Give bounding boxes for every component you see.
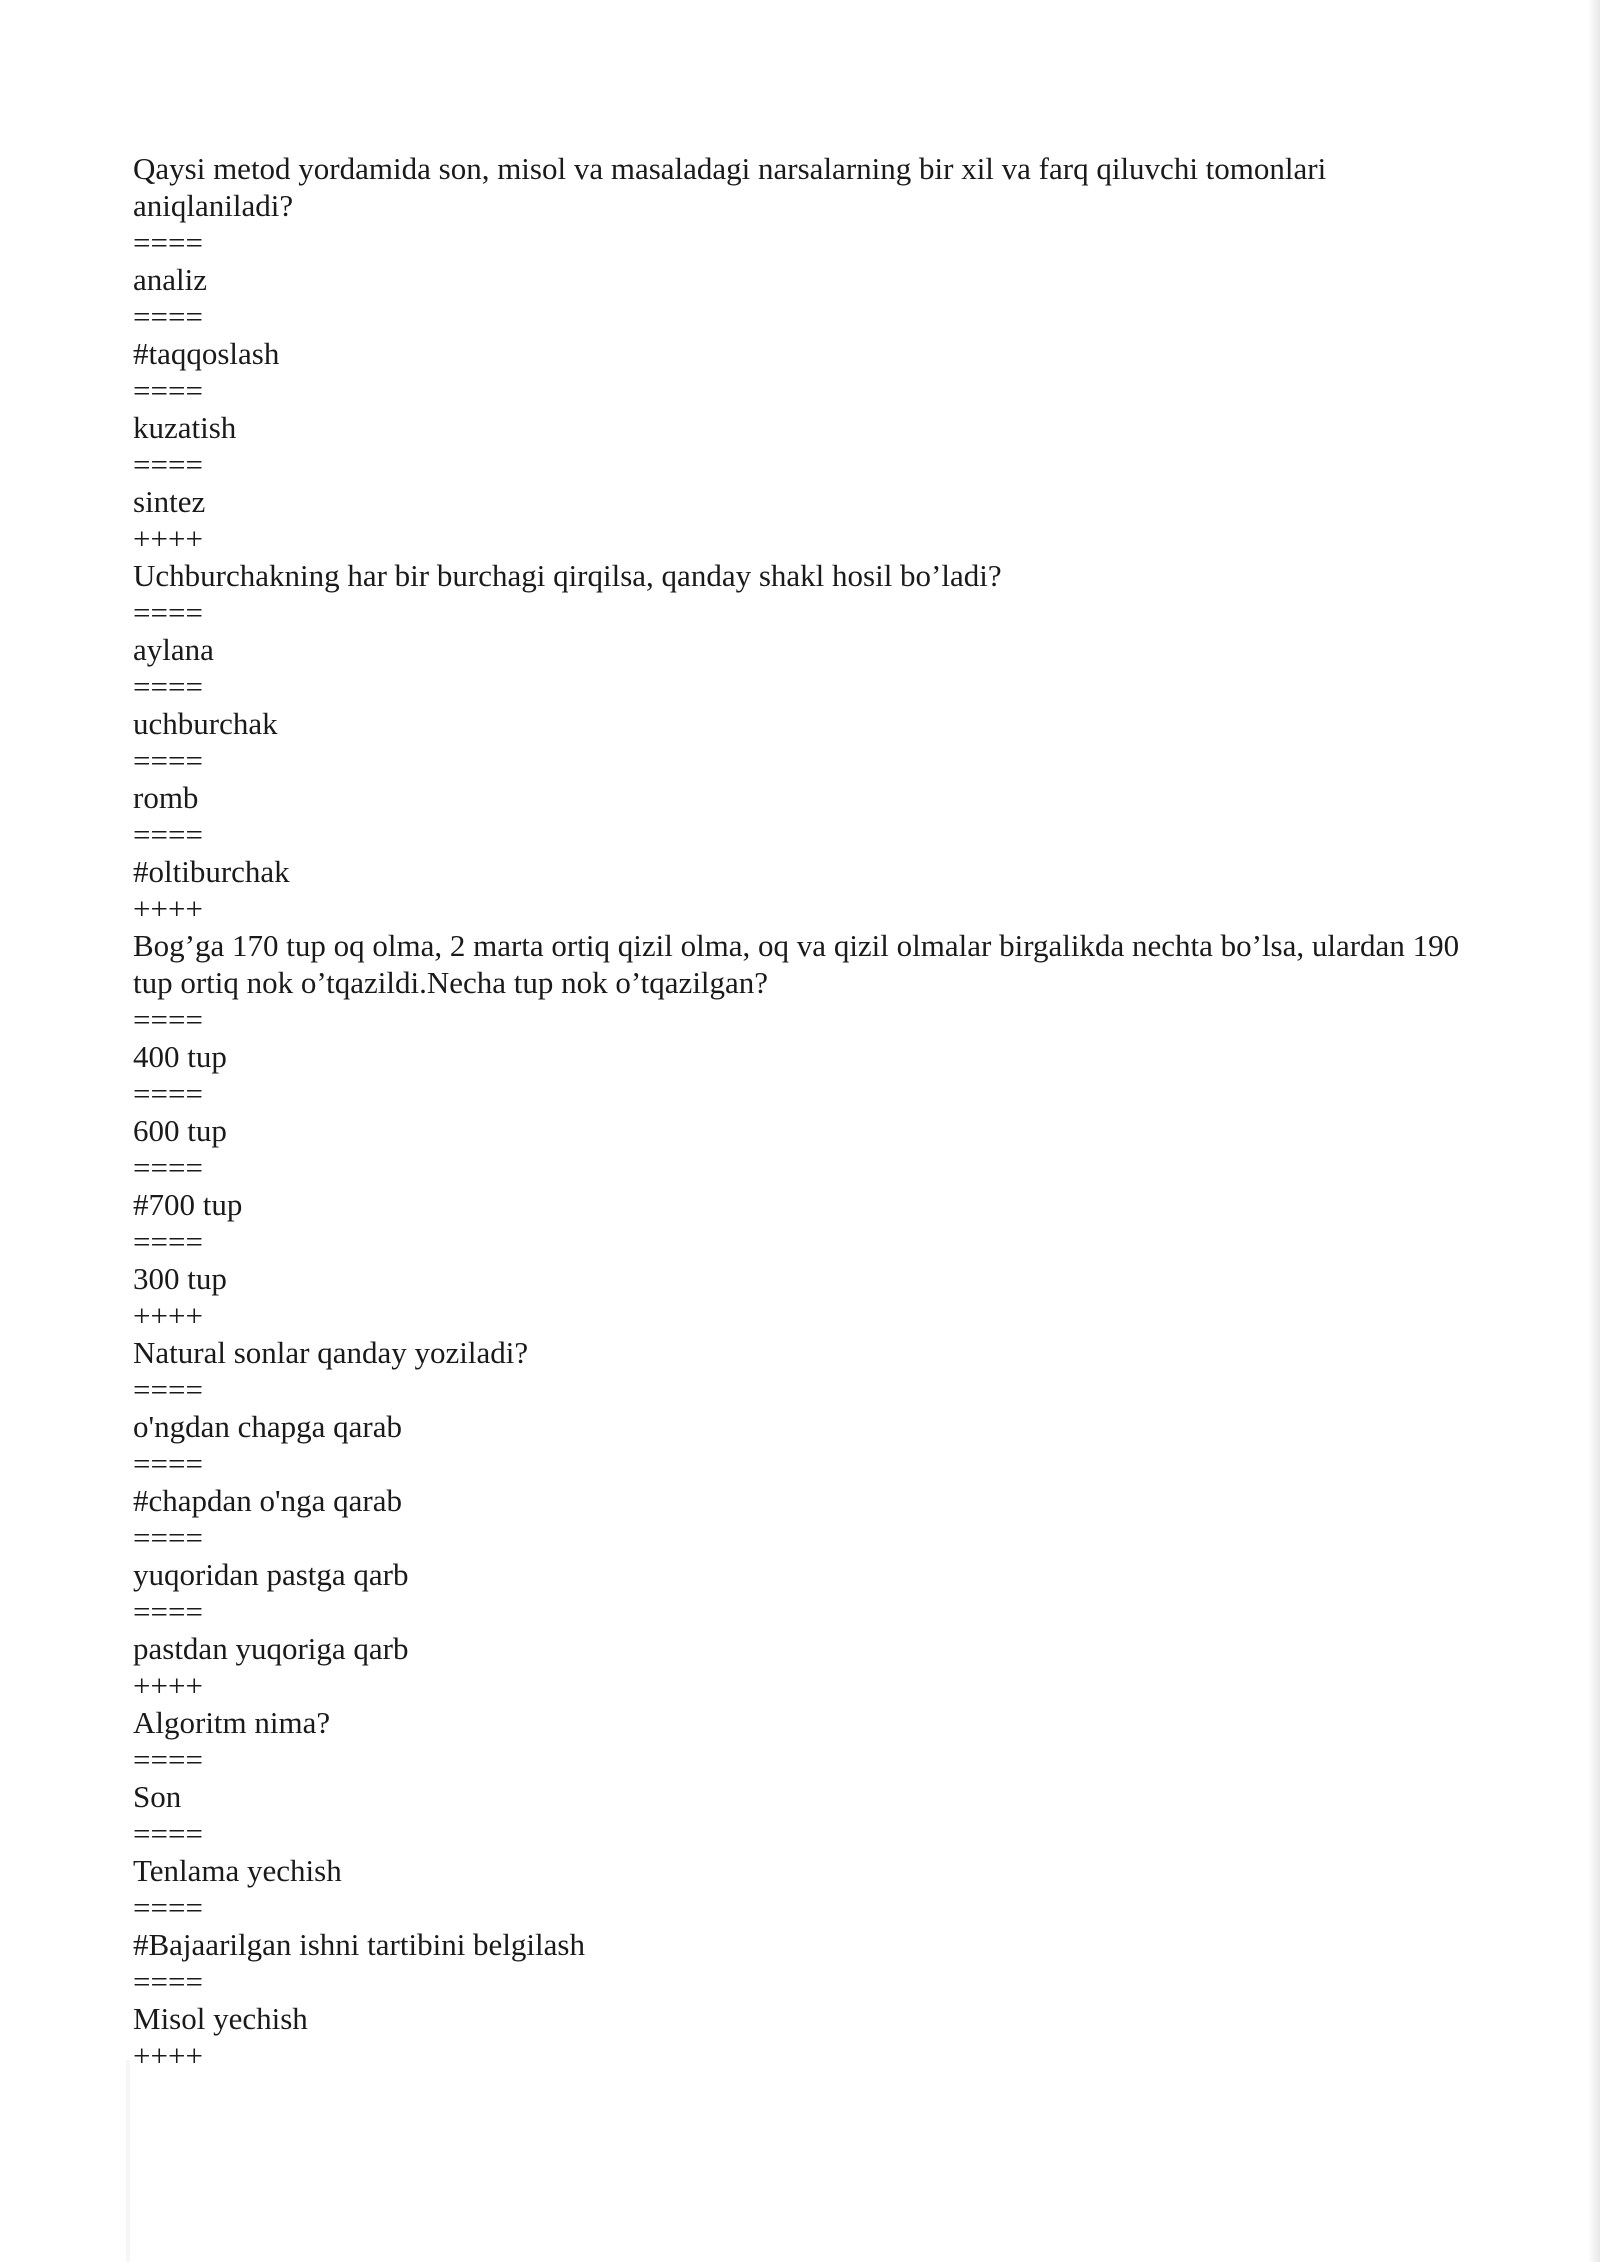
answer-option-correct: #Bajaarilgan ishni tartibini belgilash: [133, 1927, 585, 1962]
answer-option: Tenlama yechish: [133, 1853, 342, 1888]
separator: ====: [133, 595, 203, 630]
separator: ====: [133, 817, 203, 852]
question-divider: ++++: [133, 521, 203, 556]
page-margin-shade: [126, 2060, 130, 2262]
separator: ====: [133, 1076, 203, 1111]
separator: ====: [133, 373, 203, 408]
separator: ====: [133, 1594, 203, 1629]
question-divider: ++++: [133, 891, 203, 926]
separator: ====: [133, 743, 203, 778]
separator: ====: [133, 1002, 203, 1037]
answer-option: yuqoridan pastga qarb: [133, 1557, 409, 1592]
question-text: Algoritm nima?: [133, 1705, 331, 1740]
answer-option: uchburchak: [133, 706, 278, 741]
answer-option: Son: [133, 1779, 182, 1814]
separator: ====: [133, 1150, 203, 1185]
answer-option: pastdan yuqoriga qarb: [133, 1631, 409, 1666]
separator: ====: [133, 1742, 203, 1777]
separator: ====: [133, 1446, 203, 1481]
separator: ====: [133, 1890, 203, 1925]
page-edge-shadow: [1588, 0, 1600, 2262]
answer-option: analiz: [133, 262, 208, 297]
question-text: Uchburchakning har bir burchagi qirqilsa, qanday shakl hosil bo’ladi?: [133, 558, 1002, 593]
question-text: Natural sonlar qanday yoziladi?: [133, 1335, 529, 1370]
question-text: Bog’ga 170 tup oq olma, 2 marta ortiq qizil olma, oq va qizil olmalar birgalikda nechta bo’lsa, ulardan 190 tup ortiq nok o’tqazildi.Necha tup nok o’tqazilgan?: [133, 928, 1467, 1000]
answer-option-correct: #chapdan o'nga qarab: [133, 1483, 402, 1518]
question-divider: ++++: [133, 1298, 203, 1333]
separator: ====: [133, 1224, 203, 1259]
answer-option: aylana: [133, 632, 214, 667]
answer-option: 300 tup: [133, 1261, 227, 1296]
separator: ====: [133, 669, 203, 704]
question-text: Qaysi metod yordamida son, misol va masaladagi narsalarning bir xil va farq qiluvchi tomonlari aniqlaniladi?: [133, 151, 1334, 223]
document-body: [133, 150, 1473, 2074]
answer-option-correct: #oltiburchak: [133, 854, 290, 889]
separator: ====: [133, 1520, 203, 1555]
separator: ====: [133, 447, 203, 482]
answer-option-correct: #700 tup: [133, 1187, 243, 1222]
answer-option: 400 tup: [133, 1039, 227, 1074]
answer-option: Misol yechish: [133, 2001, 308, 2036]
question-divider: ++++: [133, 1668, 203, 1703]
answer-option-correct: #taqqoslash: [133, 336, 280, 371]
answer-option: 600 tup: [133, 1113, 227, 1148]
separator: ====: [133, 1372, 203, 1407]
separator: ====: [133, 299, 203, 334]
answer-option: kuzatish: [133, 410, 237, 445]
answer-option: romb: [133, 780, 199, 815]
separator: ====: [133, 1964, 203, 1999]
question-divider: ++++: [133, 2038, 203, 2073]
separator: ====: [133, 225, 203, 260]
answer-option: o'ngdan chapga qarab: [133, 1409, 402, 1444]
separator: ====: [133, 1816, 203, 1851]
answer-option: sintez: [133, 484, 206, 519]
